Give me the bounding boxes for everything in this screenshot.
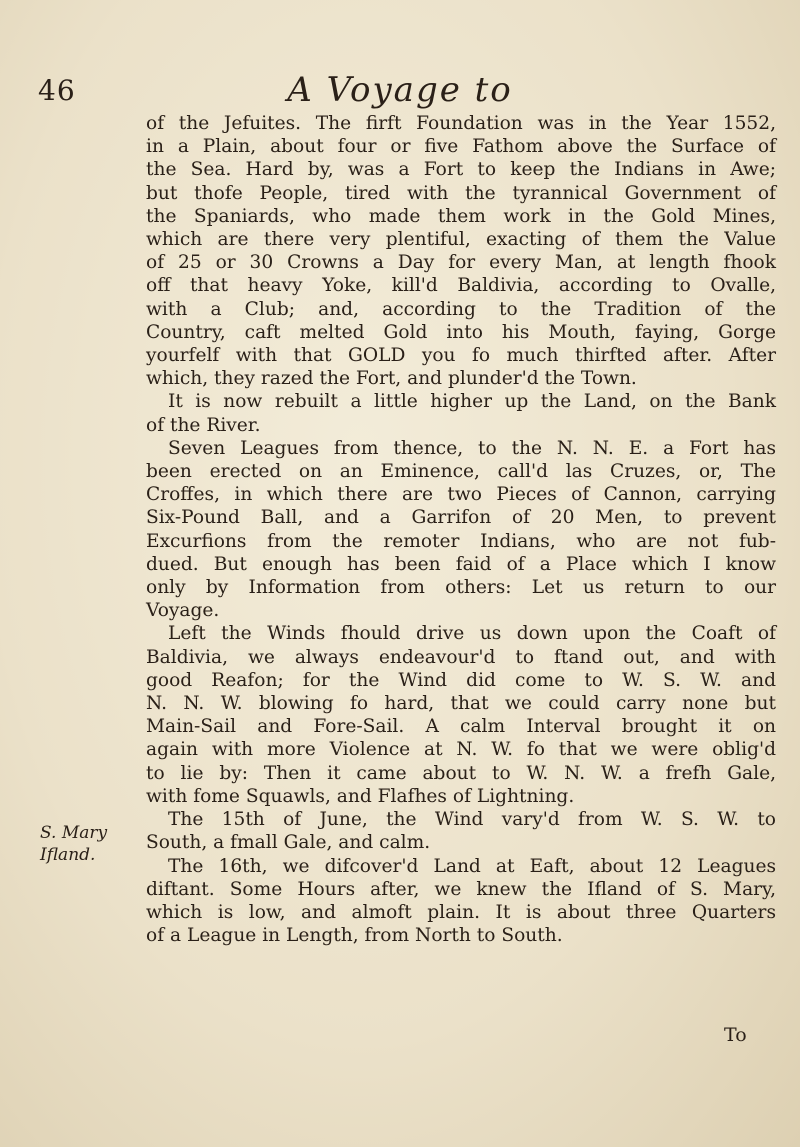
text-line: with fome Squawls, and Flafhes of Lightning. — [146, 785, 575, 807]
text-line: of 25 or 30 Crowns a Day for every Man, at length fhook — [146, 252, 776, 274]
text-line: Main-Sail and Fore-Sail. A calm Interval brought it on — [146, 716, 776, 738]
text-line: again with more Violence at N. W. fo that we were oblig'd — [146, 739, 776, 761]
text-line: off that heavy Yoke, kill'd Baldivia, according to Ovalle, — [146, 275, 776, 297]
text-line: with a Club; and, according to the Tradition of the — [146, 298, 776, 320]
text-line: which are there very plentiful, exacting of them the Value — [146, 229, 776, 251]
text-line: the Sea. Hard by, was a Fort to keep the Indians in Awe; — [146, 159, 776, 181]
text-line: South, a fmall Gale, and calm. — [146, 832, 431, 854]
text-line: but thofe People, tired with the tyrannical Government of — [146, 182, 776, 204]
text-line: the Spaniards, who made them work in the Gold Mines, — [146, 205, 776, 227]
text-line: which, they razed the Fort, and plunder'd the Town. — [146, 368, 637, 390]
text-line: been erected on an Eminence, call'd las Cruzes, or, The — [146, 461, 776, 483]
text-line: in a Plain, about four or five Fathom above the Surface of — [146, 136, 776, 158]
margin-note — [40, 822, 107, 866]
margin-note-line: S. Mary — [40, 823, 108, 843]
catchword: To — [724, 1024, 747, 1046]
text-line: of the River. — [146, 414, 261, 436]
text-line: Left the Winds fhould drive us down upon the Coaft of — [168, 623, 776, 645]
text-line: of a League in Length, from North to South. — [146, 925, 563, 947]
text-line: diftant. Some Hours after, we knew the Ifland of S. Mary, — [146, 878, 776, 900]
text-line: The 16th, we difcover'd Land at Eaft, about 12 Leagues — [168, 855, 776, 877]
text-line: Country, caft melted Gold into his Mouth, faying, Gorge — [146, 321, 776, 343]
text-line: Excurfions from the remoter Indians, who are not fub- — [146, 530, 776, 552]
text-line: which is low, and almoft plain. It is about three Quarters — [146, 901, 776, 923]
text-line: It is now rebuilt a little higher up the Land, on the Bank — [168, 391, 776, 413]
text-line: of the Jefuites. The firft Foundation was in the Year 1552, — [146, 113, 776, 134]
text-line: yourfelf with that GOLD you fo much thirfted after. After — [146, 345, 776, 367]
text-line: The 15th of June, the Wind vary'd from W. S. W. to — [168, 809, 776, 831]
margin-note-line: Ifland. — [40, 845, 96, 865]
text-line: N. N. W. blowing fo hard, that we could carry none but — [146, 693, 776, 715]
text-line: Voyage. — [146, 600, 220, 622]
text-line: only by Information from others: Let us return to our — [146, 577, 776, 599]
text-line: Croffes, in which there are two Pieces of Cannon, carrying — [146, 484, 776, 506]
text-line: dued. But enough has been faid of a Place which I know — [146, 553, 776, 575]
text-line: Seven Leagues from thence, to the N. N. E. a Fort has — [168, 437, 776, 459]
text-line: Six-Pound Ball, and a Garrifon of 20 Men, to prevent — [146, 507, 776, 529]
text-line: good Reafon; for the Wind did come to W. S. W. and — [146, 669, 776, 691]
text-line: Baldivia, we always endeavour'd to ftand out, and with — [146, 646, 776, 668]
text-line: to lie by: Then it came about to W. N. W. a frefh Gale, — [146, 762, 776, 784]
page-number: 46 — [38, 74, 76, 107]
body-text — [146, 112, 776, 947]
running-head: A Voyage to — [287, 70, 513, 110]
